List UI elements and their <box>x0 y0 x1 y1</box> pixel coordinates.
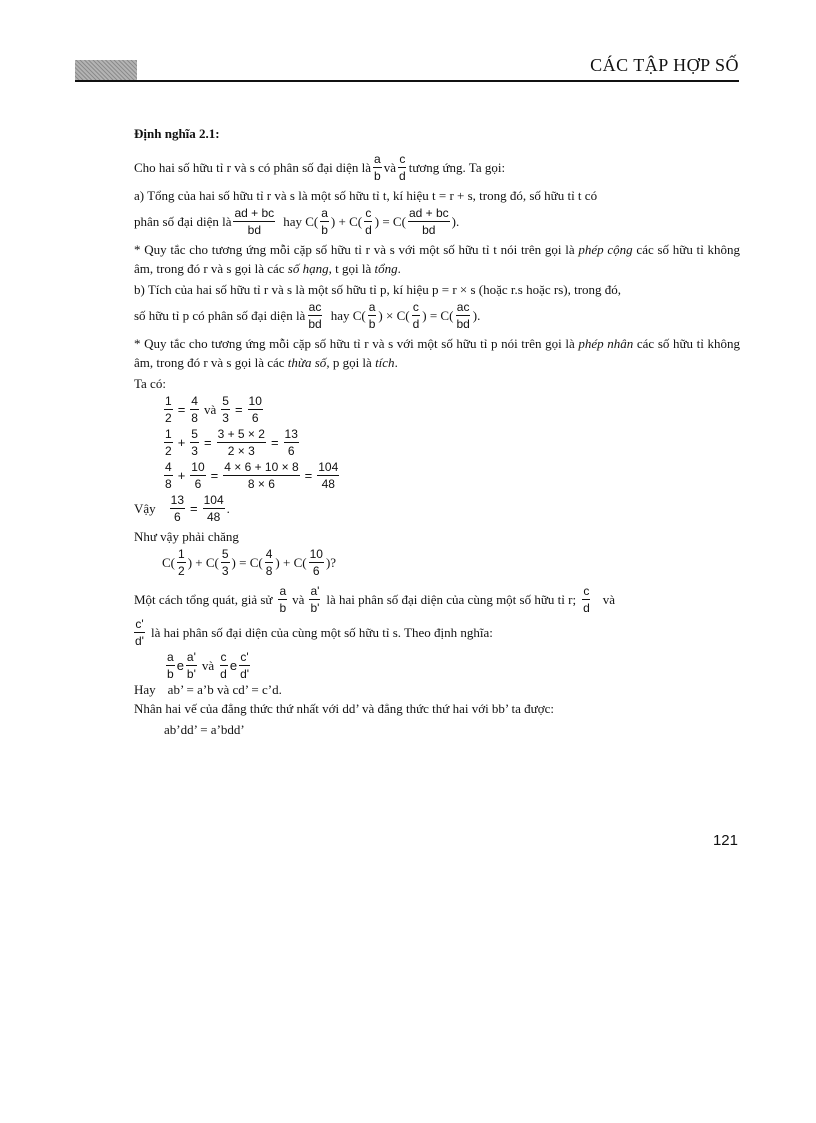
page-number: 121 <box>712 832 738 849</box>
part-b-line1: b) Tích của hai số hữu tỉ r và s là một số hữu tỉ p, kí hiệu p = r × s (hoặc r.s hoặc rs), trong đó, <box>134 282 622 297</box>
intro-line <box>134 153 740 182</box>
fraction-c-d: c d <box>399 152 406 183</box>
hay-line: Hay ab’ = a’b và cd’ = c’d. <box>134 682 282 697</box>
general-line2: c' d' là hai phân số đại diện của cùng một số hữu tỉ s. Theo định nghĩa: <box>135 617 493 648</box>
question-intro: Như vậy phải chăng <box>134 529 239 544</box>
intro-text-end: tương ứng. Ta gọi: <box>408 160 506 175</box>
and-text: và <box>383 160 397 175</box>
chapter-title: CÁC TẬP HỢP SỐ <box>590 55 739 75</box>
part-a-line1: a) Tổng của hai số hữu tỉ r và s là một số hữu tỉ t, kí hiệu t = r + s, trong đó, số hữu tỉ t có <box>134 188 598 203</box>
rule-multiplication: * Quy tắc cho tương ứng mỗi cặp số hữu tỉ r và s với một số hữu tỉ p nói trên gọi là phép nhân các số hữu tỉ không âm, trong đó r và s gọi là các thừa số, p gọi là tích. <box>134 336 741 370</box>
fraction-sum: ad + bc bd <box>234 206 275 237</box>
question-equation: C( 1 2 ) + C( 5 3 ) = C( 4 8 ) + C( 10 6 )? <box>162 547 337 578</box>
header-rule <box>75 80 739 82</box>
page-body <box>134 124 740 741</box>
equivalence-line: a b e a' b' và c d e c' d' <box>167 650 250 681</box>
intro-text: Cho hai số hữu tỉ r và s có phân số đại diện là <box>134 160 372 175</box>
equation-2: 1 2 + $\frac{5}{3}$ = $\frac{3 + 5 \times 2}{2 \times 3}$ = $\frac{13}{6}$ <box>165 427 298 458</box>
fraction-product: ac bd <box>308 300 322 331</box>
part-a-line2: phân số đại diện là ad + bc bd hay C( a b ) + C( c d ) = C( ad + bc bd ). <box>134 206 460 237</box>
multiply-line: Nhân hai vế của đẳng thức thứ nhất với dd’ và đẳng thức thứ hai với bb’ ta được: <box>134 701 554 716</box>
general-line1: Một cách tổng quát, giả sử a b và a' b' là hai phân số đại diện của cùng một số hữu tỉ r; c d và <box>134 584 616 615</box>
conclusion-line: Vậy $\frac{13}{6}$ = $\frac{104}{48}$ . <box>134 493 230 524</box>
equation-1: $\frac{1}{2}$ = $\frac{4}{8}$ và $\frac{5}{3}$ = $\frac{10}{6}$ <box>165 394 262 425</box>
ta-co: Ta có: <box>134 376 166 391</box>
equation-3: 4 8 + $\frac{10}{6}$ = $\frac{4 \times 6 + 10 \times 8}{8 \times 6}$ = $\frac{104}{48}$ <box>165 460 339 491</box>
header-pattern-block <box>75 60 137 81</box>
rule-addition: * Quy tắc cho tương ứng mỗi cặp số hữu tỉ r và s với một số hữu tỉ t nói trên gọi là phép cộng các số hữu tỉ không âm, trong đó r và s gọi là các số hạng, t gọi là tổng. <box>134 242 741 276</box>
final-equation: ab’dd’ = a’bdd’ <box>164 722 245 737</box>
definition-heading: Định nghĩa 2.1: <box>134 126 220 141</box>
part-b-line2: số hữu tỉ p có phân số đại diện là ac bd hay C( a b ) × C( c d ) = C( ac bd ). <box>134 300 481 331</box>
fraction-a-b: a b <box>374 152 381 183</box>
